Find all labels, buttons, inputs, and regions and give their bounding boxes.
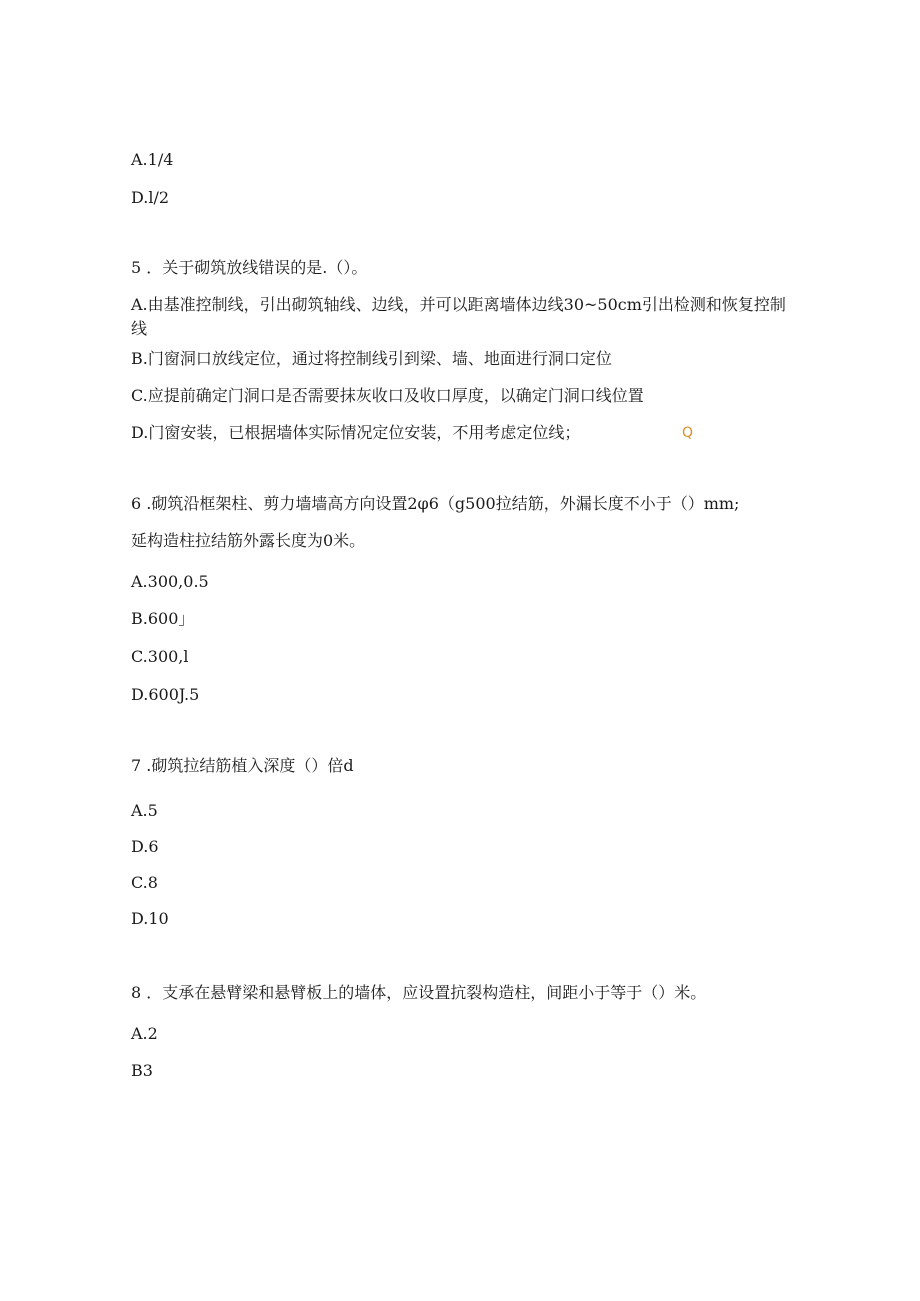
- q5-option-c: C.应提前确定门洞口是否需要抹灰收口及收口厚度，以确定门洞口线位置: [131, 386, 644, 405]
- q6-option-b: B.600」: [131, 609, 195, 628]
- q4-option-d: D.l/2: [131, 188, 170, 207]
- q5-option-a: A.由基准控制线，引出砌筑轴线、边线，并可以距离墙体边线30~50cm引出检测和恢复控制线: [131, 295, 786, 338]
- q5-mark: Q: [682, 425, 694, 441]
- q6-option-a: A.300,0.5: [131, 572, 209, 591]
- q6-option-d: D.600J.5: [131, 685, 200, 704]
- q6-option-c: C.300,l: [131, 647, 189, 666]
- q4-option-a: A.1/4: [131, 150, 174, 169]
- q8-stem: 8 ．支承在悬臂梁和悬臂板上的墙体，应设置抗裂构造柱，间距小于等于（）米。: [131, 983, 707, 1002]
- q8-option-a: A.2: [131, 1024, 158, 1043]
- q6-stem-line1: 6 .砌筑沿框架柱、剪力墙墙高方向设置2φ6（g500拉结筋，外漏长度不小于（）mm;: [131, 494, 740, 513]
- q7-option-d2: D.10: [131, 909, 169, 928]
- q7-option-d1: D.6: [131, 837, 159, 856]
- q8-option-b: B3: [131, 1061, 153, 1080]
- q5-option-b: B.门窗洞口放线定位，通过将控制线引到梁、墙、地面进行洞口定位: [131, 349, 612, 368]
- q7-option-c: C.8: [131, 873, 158, 892]
- q5-stem: 5 ．关于砌筑放线错误的是.（）。: [131, 258, 368, 277]
- q5-option-d: D.门窗安装，已根据墙体实际情况定位安装，不用考虑定位线；: [131, 423, 581, 442]
- q7-option-a: A.5: [131, 801, 158, 820]
- q7-stem: 7 .砌筑拉结筋植入深度（）倍d: [131, 756, 354, 775]
- q6-stem-line2: 延构造柱拉结筋外露长度为0米。: [131, 531, 366, 550]
